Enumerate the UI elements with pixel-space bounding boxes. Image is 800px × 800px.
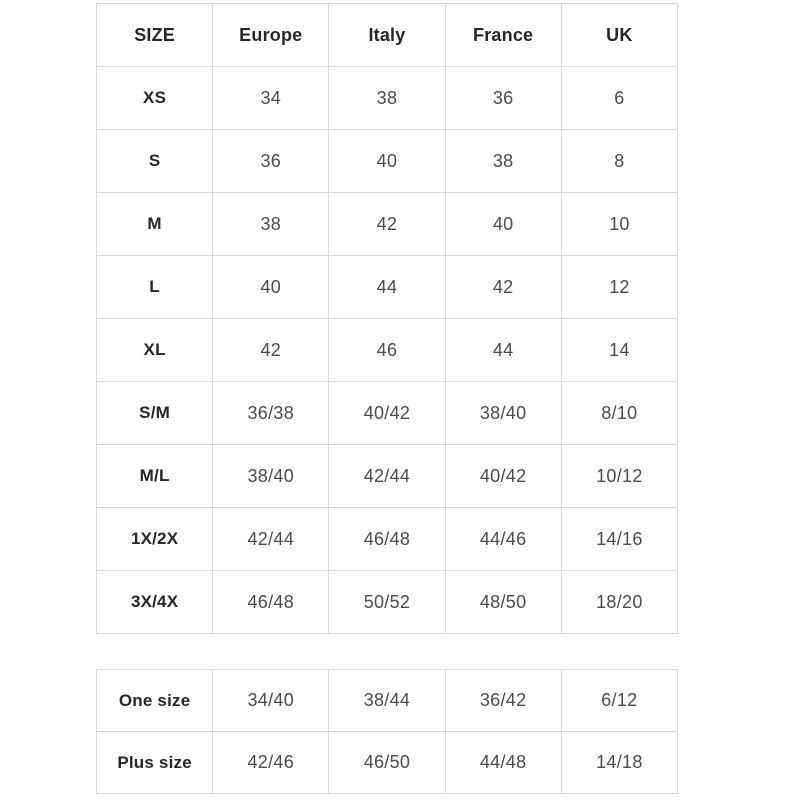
value-cell: 38 <box>329 67 445 130</box>
header-row <box>97 4 678 67</box>
table-row <box>97 571 678 634</box>
value-cell: 44 <box>445 319 561 382</box>
value-cell: 40/42 <box>329 382 445 445</box>
table-row <box>97 508 678 571</box>
value-cell: 12 <box>561 256 677 319</box>
value-cell: 38/44 <box>329 670 445 732</box>
row-label-cell: XS <box>97 67 213 130</box>
row-label-cell: XL <box>97 319 213 382</box>
value-cell: 46/50 <box>329 732 445 794</box>
value-cell: 8/10 <box>561 382 677 445</box>
value-cell: 46/48 <box>329 508 445 571</box>
value-cell: 42 <box>213 319 329 382</box>
value-cell: 38 <box>213 193 329 256</box>
value-cell: 42 <box>329 193 445 256</box>
value-cell: 38/40 <box>445 382 561 445</box>
row-label-cell: M/L <box>97 445 213 508</box>
value-cell: 40 <box>213 256 329 319</box>
table-row <box>97 319 678 382</box>
row-label-cell: Plus size <box>97 732 213 794</box>
value-cell: 34 <box>213 67 329 130</box>
value-cell: 38 <box>445 130 561 193</box>
value-cell: 18/20 <box>561 571 677 634</box>
size-table-main <box>96 3 678 634</box>
size-tables-container <box>96 3 678 794</box>
value-cell: 42/44 <box>329 445 445 508</box>
value-cell: 14/16 <box>561 508 677 571</box>
value-cell: 38/40 <box>213 445 329 508</box>
value-cell: 6 <box>561 67 677 130</box>
row-label-cell: L <box>97 256 213 319</box>
value-cell: 14/18 <box>561 732 677 794</box>
row-label-cell: S/M <box>97 382 213 445</box>
value-cell: 44/46 <box>445 508 561 571</box>
row-label-cell: S <box>97 130 213 193</box>
value-cell: 10 <box>561 193 677 256</box>
value-cell: 40 <box>329 130 445 193</box>
table-row <box>97 670 678 732</box>
table-row <box>97 256 678 319</box>
value-cell: 40/42 <box>445 445 561 508</box>
row-label-cell: One size <box>97 670 213 732</box>
table-row <box>97 67 678 130</box>
value-cell: 36 <box>213 130 329 193</box>
value-cell: 36/38 <box>213 382 329 445</box>
value-cell: 10/12 <box>561 445 677 508</box>
table-row <box>97 732 678 794</box>
value-cell: 34/40 <box>213 670 329 732</box>
table-row <box>97 382 678 445</box>
size-column-header: SIZE <box>97 4 213 67</box>
row-label-cell: 1X/2X <box>97 508 213 571</box>
value-cell: 46 <box>329 319 445 382</box>
value-cell: 42/44 <box>213 508 329 571</box>
region-column-header: UK <box>561 4 677 67</box>
size-table-special <box>96 669 678 794</box>
value-cell: 8 <box>561 130 677 193</box>
table-row <box>97 130 678 193</box>
table-row <box>97 193 678 256</box>
value-cell: 36 <box>445 67 561 130</box>
region-column-header: Europe <box>213 4 329 67</box>
value-cell: 44 <box>329 256 445 319</box>
row-label-cell: 3X/4X <box>97 571 213 634</box>
value-cell: 14 <box>561 319 677 382</box>
region-column-header: Italy <box>329 4 445 67</box>
value-cell: 50/52 <box>329 571 445 634</box>
value-cell: 36/42 <box>445 670 561 732</box>
row-label-cell: M <box>97 193 213 256</box>
value-cell: 6/12 <box>561 670 677 732</box>
value-cell: 48/50 <box>445 571 561 634</box>
region-column-header: France <box>445 4 561 67</box>
value-cell: 44/48 <box>445 732 561 794</box>
value-cell: 42/46 <box>213 732 329 794</box>
value-cell: 40 <box>445 193 561 256</box>
table-row <box>97 445 678 508</box>
value-cell: 46/48 <box>213 571 329 634</box>
value-cell: 42 <box>445 256 561 319</box>
